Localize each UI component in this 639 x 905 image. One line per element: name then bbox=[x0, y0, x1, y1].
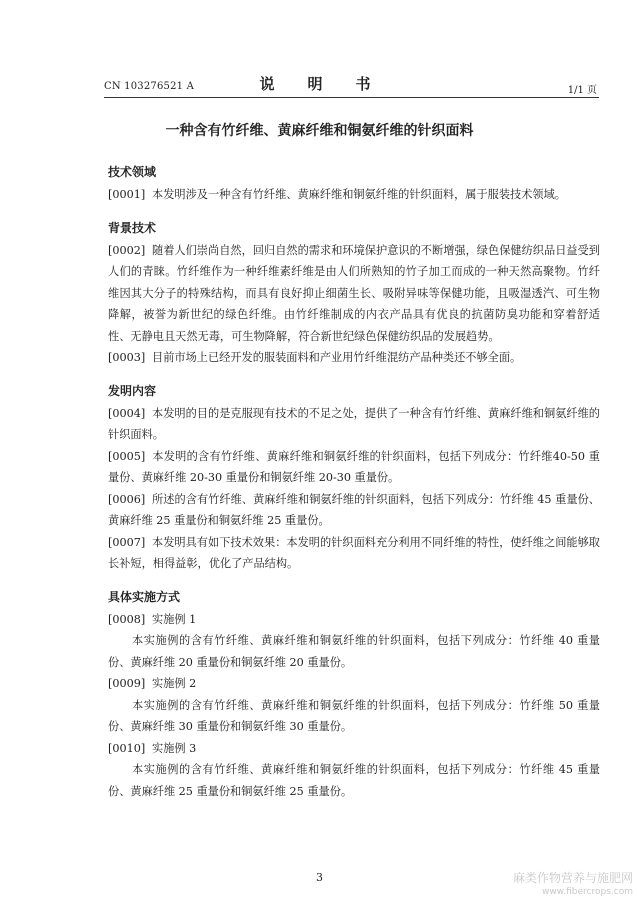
paragraph-number: [0004] bbox=[108, 406, 146, 420]
paragraph-number: [0007] bbox=[108, 535, 146, 549]
paragraph bbox=[108, 240, 600, 348]
watermark bbox=[513, 871, 633, 899]
paragraph-number: [0006] bbox=[108, 492, 146, 506]
paragraph-number: [0001] bbox=[108, 188, 146, 201]
header-patent-number: CN 103276521 A bbox=[104, 81, 195, 92]
embodiment-text: 本实施例的含有竹纤维、黄麻纤维和铜氨纤维的针织面料，包括下列成分：竹纤维 50 重量份、黄麻纤维 30 重量份和铜氨纤维 30 重量份。 bbox=[108, 698, 600, 733]
embodiment-label bbox=[108, 673, 600, 695]
paragraph-number: [0005] bbox=[108, 449, 146, 463]
page-number: 3 bbox=[316, 871, 323, 884]
header-page-info: 1/1 页 bbox=[567, 85, 597, 96]
paragraph-number: [0003] bbox=[108, 351, 146, 364]
embodiment-title: 实施例 2 bbox=[152, 677, 197, 690]
paragraph bbox=[108, 347, 600, 369]
paragraph-text: 本发明具有如下技术效果：本发明的针织面料充分利用不同纤维的特性，使纤维之间能够取长补短，相得益彰，优化了产品结构。 bbox=[108, 535, 600, 570]
paragraph-text: 本发明的目的是克服现有技术的不足之处，提供了一种含有竹纤维、黄麻纤维和铜氨纤维的针织面料。 bbox=[108, 406, 600, 441]
header-rule bbox=[104, 97, 599, 98]
paragraph-number: [0002] bbox=[108, 243, 146, 257]
paragraph bbox=[108, 532, 600, 575]
embodiment-label bbox=[108, 609, 600, 631]
paragraph bbox=[108, 184, 600, 206]
paragraph bbox=[108, 489, 600, 532]
paragraph bbox=[108, 446, 600, 489]
document-title: 一种含有竹纤维、黄麻纤维和铜氨纤维的针织面料 bbox=[165, 123, 474, 139]
paragraph-text: 目前市场上已经开发的服装面料和产业用竹纤维混纺产品种类还不够全面。 bbox=[152, 351, 522, 364]
paragraph-text: 本发明涉及一种含有竹纤维、黄麻纤维和铜氨纤维的针织面料，属于服装技术领域。 bbox=[152, 188, 566, 201]
embodiment-label bbox=[108, 738, 600, 760]
paragraph-text: 随着人们崇尚自然，回归自然的需求和环境保护意识的不断增强，绿色保健纺织品日益受到人们的青睐。竹纤维作为一种纤维素纤维是由人们所熟知的竹子加工而成的一种天然高聚物。竹纤维因其大分子的特殊结构，而具有良好抑止细菌生长、吸附异味等保健功能，且吸湿透汽、可生物降解，被誉为新世纪的绿色纤维。由竹纤维制成的内衣产品具有优良的抗菌防臭功能和穿着舒适性、无静电且天然无毒，可生物降解，符合新世纪绿色保健纺织品的发展趋势。 bbox=[108, 243, 600, 343]
paragraph-number: [0008] bbox=[108, 612, 146, 626]
section-heading: 背景技术 bbox=[108, 220, 157, 235]
header-doc-type: 说 明 书 bbox=[259, 75, 380, 93]
embodiment-text: 本实施例的含有竹纤维、黄麻纤维和铜氨纤维的针织面料，包括下列成分：竹纤维 40 重量份、黄麻纤维 20 重量份和铜氨纤维 20 重量份。 bbox=[108, 634, 600, 669]
section-heading: 技术领域 bbox=[108, 165, 157, 179]
paragraph-text: 本发明的含有竹纤维、黄麻纤维和铜氨纤维的针织面料，包括下列成分：竹纤维40-50 重量份、黄麻纤维 20-30 重量份和铜氨纤维 20-30 重量份。 bbox=[108, 449, 600, 484]
embodiment-text: 本实施例的含有竹纤维、黄麻纤维和铜氨纤维的针织面料，包括下列成分：竹纤维 45 重量份、黄麻纤维 25 重量份和铜氨纤维 25 重量份。 bbox=[108, 763, 600, 798]
paragraph-number: [0010] bbox=[108, 741, 146, 755]
embodiment-title: 实施例 1 bbox=[152, 612, 197, 626]
document-body bbox=[108, 160, 600, 802]
embodiment-title: 实施例 3 bbox=[152, 741, 197, 755]
paragraph bbox=[108, 403, 600, 446]
watermark-site-name: 麻类作物营养与施肥网 bbox=[512, 871, 633, 885]
paragraph-number: [0009] bbox=[108, 677, 146, 690]
paragraph-text: 所述的含有竹纤维、黄麻纤维和铜氨纤维的针织面料，包括下列成分：竹纤维 45 重量份、黄麻纤维 25 重量份和铜氨纤维 25 重量份。 bbox=[108, 492, 600, 527]
section-heading: 发明内容 bbox=[108, 383, 157, 398]
watermark-url: www.fibercrops.com bbox=[542, 887, 633, 897]
section-heading: 具体实施方式 bbox=[108, 589, 181, 604]
